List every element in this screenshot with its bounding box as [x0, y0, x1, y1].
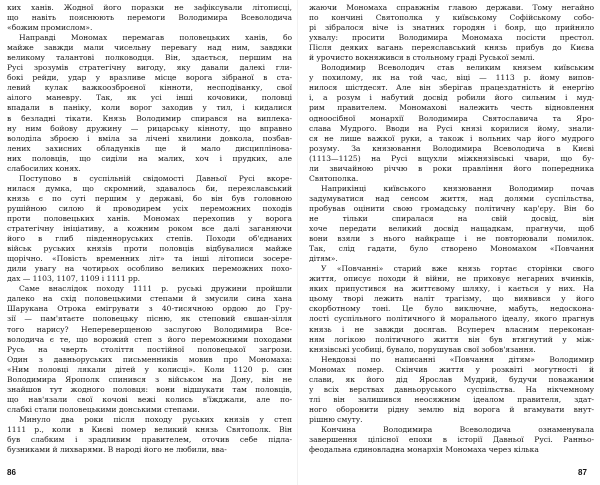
text-line: Мономах помер. Скінчив життя у розквіті могутності й: [309, 364, 594, 374]
text-line: рушійною силою й проводирем усіх переможних походів: [7, 203, 292, 213]
text-line: Володимир Всеволодич став великим князем київським: [321, 63, 594, 73]
text-line: у всіх верствах давньоруського суспільства. На нікчемному: [309, 384, 594, 394]
text-line: завершення цілісної епохи в історії Давньої Русі. Ранньо-: [309, 435, 594, 445]
text-line: лених захисних обладунків ще й мало дисциплінова-: [7, 143, 292, 153]
text-line: дили увагу на чотирьох особливо великих переможних похо-: [7, 264, 292, 274]
text-line: Один з давньоруських письменників мовив про Мономаха:: [7, 354, 292, 364]
text-line: володича є те, що ворожий степ з його переможними походами: [7, 334, 292, 344]
text-line: Направді Мономах перемагав половецьких ханів, бо: [19, 33, 292, 43]
text-line: дітям».: [309, 254, 338, 264]
text-line: ухвалу: просити Володимира Мономаха посісти престол.: [309, 33, 594, 43]
text-line: рі зібралося віче із знатних городян і бояр, що прийняло: [309, 23, 594, 33]
text-line: життя, описує походи й війни, не приховує негарних вчинків,: [309, 274, 594, 284]
text-line: Саме внаслідок походу 1111 р. руські дружини пройшли: [19, 284, 292, 294]
text-line: того нарису? Непереверщеною заслугою Володимира Все-: [7, 324, 292, 334]
text-line: яких припустився на життєвому шляху, і кається у них. На: [309, 284, 594, 294]
text-line: розуму. За князювання Володимира Всеволодича в Києві: [309, 143, 594, 153]
text-line: Русі зрозумів стратегічну вигоду, яку давали далекі гли-: [7, 63, 292, 73]
text-line: «Ним половці лякали дітей у колисці». Коли 1120 р. син: [7, 364, 292, 374]
text-line: проти половецьких ханів. Мономах перехопив у ворога: [7, 213, 292, 223]
text-line: щорічно. «Повість временних літ» та інші літописи зосере-: [7, 254, 292, 264]
text-line: впадали в паніку, коли ворог заходив у тил, і кидалися: [7, 103, 292, 113]
text-line: Після деяких вагань переяславський князь прибув до Києва: [309, 43, 594, 53]
text-line: Так, слід гадати, було створено Мономахом «Повчання: [309, 244, 594, 254]
text-line: Поступово в суспільній свідомості Давньої Русі вкоре-: [19, 173, 292, 183]
text-line: ну ним бойову дружину — рицарську кінноту, що вправно: [7, 123, 292, 133]
text-line: рішню смуту.: [309, 414, 363, 424]
text-line: аілого маневру. Так, як усі інші кочовики, половці: [7, 93, 292, 103]
text-line: Минуло два роки після походу руських князів у степ: [19, 414, 292, 424]
right-page: [309, 3, 594, 473]
text-line: зії — пам'ятаєте половецьку пісню, як степовий євшан-зілля: [7, 314, 292, 324]
text-line: ного оборонити рідну землю від ворога й вгамувати внут-: [309, 404, 594, 414]
text-line: левий кулак важкоозброєної кінноти, несподіванку, свої: [7, 83, 292, 93]
text-line: Невдовзі по написанні «Повчання дітям» Володимир: [321, 354, 594, 364]
text-line: жаючи Мономаха справжнім главою держави. Тому негайно: [309, 3, 594, 12]
text-line: бокі рейди, удар у вразливе місце ворога зібраної в ста-: [7, 73, 292, 83]
text-line: лості суспільного політичного й морального ідеалу, якого прагнув: [309, 314, 594, 324]
text-line: одноосібної монархії Володимира Святославича та Яро-: [309, 113, 594, 123]
text-line: (1113—1125) на Русі вщухли міжкнязівські чвари, що бу-: [309, 153, 594, 163]
text-line: був слабким і зрадливим правителем, оточив себе підла-: [7, 435, 292, 445]
text-line: хоче передати великий досвід нащадкам, прагнучи, щоб: [309, 224, 594, 234]
text-line: ких ханів. Жодної його поразки не зафіксували літописці,: [7, 3, 292, 12]
text-line: не тільки спиралася на свій досвід, він: [309, 213, 594, 223]
text-line: них половців, що сиділи на малих, хоч і прудких, але: [7, 153, 292, 163]
text-line: задумуватися над сенсом життя, над долями суспільства,: [309, 193, 594, 203]
text-line: по кончині Святополка у київському Софійському собо-: [309, 13, 594, 23]
page-number-right: 87: [578, 468, 587, 477]
text-line: що навіть пояснюють перемоги Володимира Всеволодича: [7, 13, 292, 23]
text-line: 1111 р., коли в Києві помер великий князь Святополк. Він: [7, 424, 292, 434]
text-line: в безладні тікати. Князь Володимир спирався на виплека-: [7, 113, 292, 123]
text-line: військ руських князів проти половців відбувалися майже: [7, 244, 292, 254]
text-line: «божим промислом».: [7, 23, 93, 33]
text-line: володіла зброєю і вміла за лічені хвилини довкола, позбав-: [7, 133, 292, 143]
text-line: що нав'язали свої кочові вежі колись в'їжджали, але по-: [7, 394, 292, 404]
text-line: ся не лише важкої руки, а також і вольних чар його мудрого: [309, 133, 594, 143]
text-line: бузниками й лихварями. В народі його не любили, вва-: [7, 445, 227, 455]
text-line: Русь на чверть століття постійної половецької загрози.: [7, 344, 292, 354]
text-line: вони взяли з нього найкраще і не повторювали помилок.: [309, 234, 594, 244]
text-line: слабкі стали половецькими донськими степами.: [7, 404, 200, 414]
text-line: нилася думка, що скромний, здавалось би, переяславський: [7, 183, 292, 193]
text-line: дах — 1103, 1107, 1109 і 1111 рр.: [7, 274, 141, 284]
text-line: й урочисто вокняжився в стольному граді Руської землі.: [309, 53, 535, 63]
text-line: феодальна єдиновладна монархія Мономаха через кілька: [309, 445, 539, 455]
text-line: великому талантові полководця. Він, здається, першим на: [7, 53, 292, 63]
text-line: Володимира Ярополк спинився з військом на Дону, він не: [7, 374, 292, 384]
text-line: стратегічну ініціативу, а кожним роком все далі заганяючи: [7, 224, 292, 234]
text-line: пробував оцінити свою громадську політичну кар'єру. Він бо: [309, 203, 594, 213]
text-line: скорботному тоні. Це було виключне, мабуть, недоскона-: [309, 304, 594, 314]
text-line: слави, як його дід Ярослав Мудрий, будучи поважаним: [309, 374, 594, 384]
text-line: князь і не завжди досягав. Всупереч власним переконан-: [309, 324, 594, 334]
text-line: князівські усобиці, бувало, порушував свої зобов'язання.: [309, 344, 536, 354]
text-line: у похилому, як на той час, віці — 1113 р. йому випов-: [309, 73, 594, 83]
text-line: Наприкінці київського князювання Володимир почав: [321, 183, 594, 193]
book-gutter: [297, 0, 298, 485]
text-line: і, а розум і набутий досвід робили його сильним і муд-: [309, 93, 594, 103]
text-line: нилося шістдесят. Але він зберігав працездатність й енергію: [309, 83, 594, 93]
text-line: Святополка.: [309, 173, 359, 183]
text-line: знайшов тут жодного половця: вони відшукати там половців,: [7, 384, 292, 394]
text-line: рим правителем. Мономахові належить честь відновлення: [309, 103, 594, 113]
text-line: Кончина Володимира Всеволодича ознаменувала: [321, 424, 594, 434]
text-line: його в глиб південноруських степів. Походи об'єднаних: [7, 234, 292, 244]
text-line: цьому творі лежить наліт трагізму, що виявився у його: [309, 294, 594, 304]
text-line: слабосилих конях.: [7, 163, 81, 173]
text-line: князь є по суті першим у державі, бо він був головною: [7, 193, 292, 203]
text-line: Шарукана Отрока емігрувати з 40-тисячною ордою до Гру-: [7, 304, 292, 314]
text-line: ли звичайною річчю в роки правління його попередника: [309, 163, 594, 173]
left-page: [7, 3, 292, 473]
text-line: У «Повчанні» старий вже князь гортає сторінки свого: [321, 264, 594, 274]
text-line: далеко на схід половецькими степами й змусили сина хана: [7, 294, 292, 304]
page-number-left: 86: [7, 468, 16, 477]
text-line: ням логікою політичного життя він був втягнутий у між-: [309, 334, 594, 344]
text-line: тлі він залишився неосяжним ідеалом правителя, здат-: [309, 394, 594, 404]
text-line: майже завжди мали чисельну перевагу над ним, завдяки: [7, 43, 292, 53]
text-line: слава Мудрого. Вводи на Русі князі корилися йому, знали-: [309, 123, 594, 133]
